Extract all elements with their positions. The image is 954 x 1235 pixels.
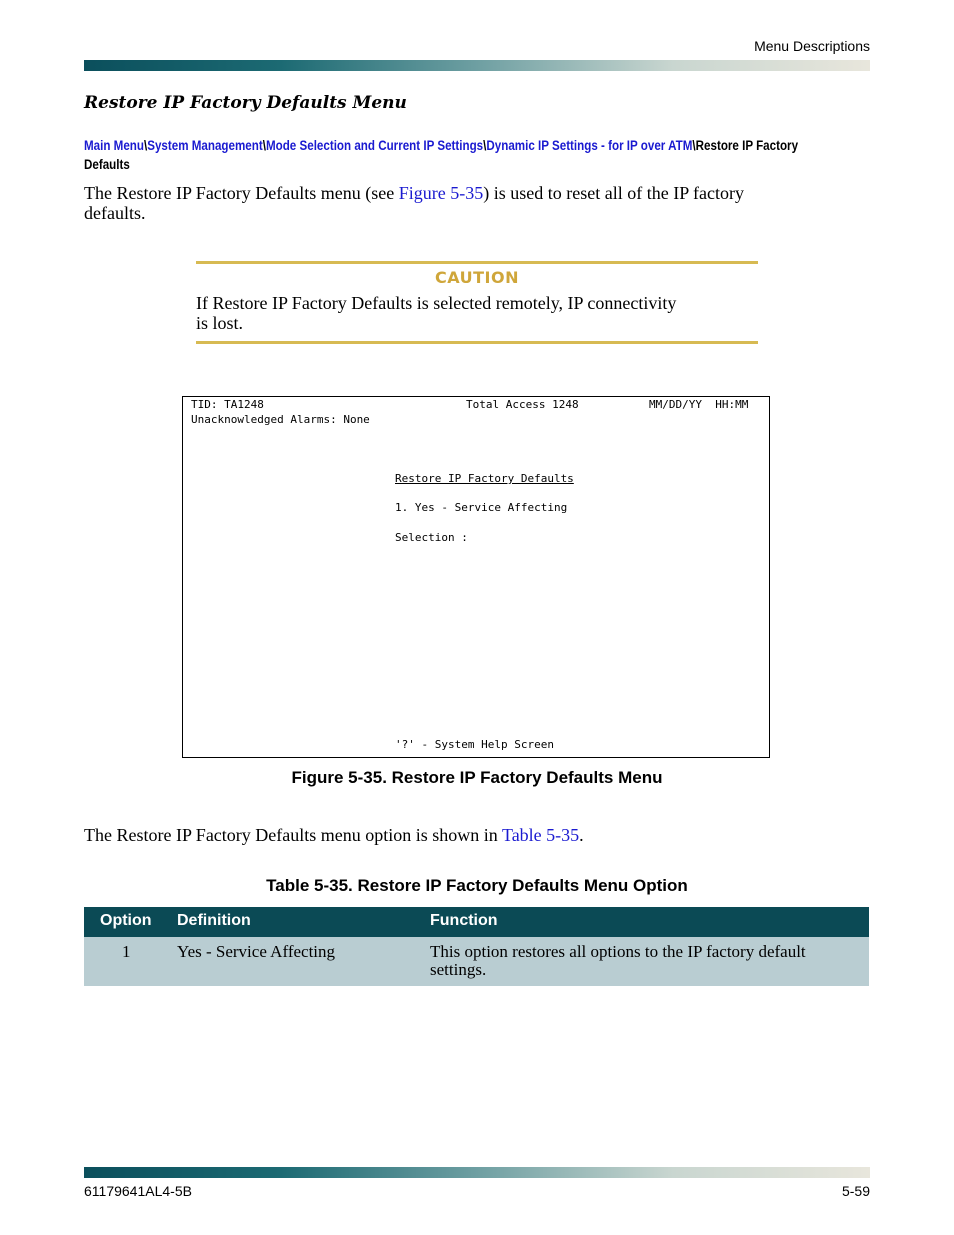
ref-text-end: . (579, 825, 584, 845)
breadcrumb-separator: \ (483, 138, 487, 153)
intro-text-end: ) is used to reset all of the IP factory (483, 183, 745, 203)
terminal-alarms: Unacknowledged Alarms: None (191, 413, 370, 426)
options-table (84, 907, 869, 986)
breadcrumb-current: Restore IP Factory (695, 138, 799, 153)
terminal-datetime: MM/DD/YY HH:MM (649, 398, 749, 411)
table-header-row (84, 907, 869, 937)
intro-paragraph (84, 183, 870, 223)
footer-bar (84, 1167, 870, 1178)
terminal-option-1[interactable]: 1. Yes - Service Affecting (395, 501, 568, 514)
breadcrumb-separator: \ (692, 138, 696, 153)
breadcrumb-link-dynamic-ip-settings[interactable]: Dynamic IP Settings - for IP over ATM (486, 138, 693, 153)
caution-text-line1: If Restore IP Factory Defaults is selected remotely, IP connectivity (196, 293, 677, 313)
figure-link[interactable]: Figure 5-35 (398, 183, 484, 203)
breadcrumb-separator: \ (143, 138, 148, 153)
table-header-option: Option (100, 912, 152, 929)
breadcrumb (84, 136, 870, 174)
table-header-function: Function (430, 912, 498, 929)
table-row (84, 937, 869, 986)
caution-bottom-rule (196, 341, 758, 344)
intro-text: The Restore IP Factory Defaults menu (see (84, 183, 399, 203)
header-bar (84, 60, 870, 71)
table-cell-definition: Yes - Service Affecting (177, 942, 336, 961)
terminal-tid: TID: TA1248 (191, 398, 264, 411)
section-title: Restore IP Factory Defaults Menu (84, 93, 407, 113)
caution-text (196, 293, 758, 333)
caution-top-rule (196, 261, 758, 264)
breadcrumb-current-continued: Defaults (84, 157, 130, 172)
breadcrumb-link-main-menu[interactable]: Main Menu (84, 138, 144, 153)
breadcrumb-link-mode-selection[interactable]: Mode Selection and Current IP Settings (265, 138, 484, 153)
intro-text-line2: defaults. (84, 203, 146, 223)
footer-doc-number: 61179641AL4-5B (84, 1183, 192, 1199)
table-header-definition: Definition (177, 912, 251, 929)
footer-page-number: 5-59 (841, 1183, 870, 1199)
caution-box (196, 261, 758, 344)
table-caption: Table 5-35. Restore IP Factory Defaults Menu Option (266, 876, 688, 895)
running-header-title: Menu Descriptions (754, 38, 870, 54)
caution-label: CAUTION (435, 268, 519, 287)
caution-text-line2: is lost. (196, 313, 244, 333)
table-cell-function (430, 943, 806, 979)
ref-text: The Restore IP Factory Defaults menu option is shown in (84, 825, 502, 845)
terminal-help: '?' - System Help Screen (395, 738, 554, 751)
table-reference-paragraph (84, 825, 870, 845)
terminal-menu-title: Restore IP Factory Defaults (395, 472, 574, 485)
figure-caption: Figure 5-35. Restore IP Factory Defaults Menu (291, 768, 663, 787)
terminal-product: Total Access 1248 (466, 398, 579, 411)
terminal-selection-prompt[interactable]: Selection : (395, 531, 468, 544)
table-link[interactable]: Table 5-35 (501, 825, 580, 845)
terminal-screen (182, 396, 770, 758)
table-cell-function-line2: settings. (430, 960, 487, 979)
breadcrumb-link-system-management[interactable]: System Management (147, 138, 263, 153)
table-cell-function-line1: This option restores all options to the IP factory default (430, 942, 806, 961)
table-cell-option: 1 (122, 942, 131, 961)
breadcrumb-separator: \ (262, 138, 266, 153)
